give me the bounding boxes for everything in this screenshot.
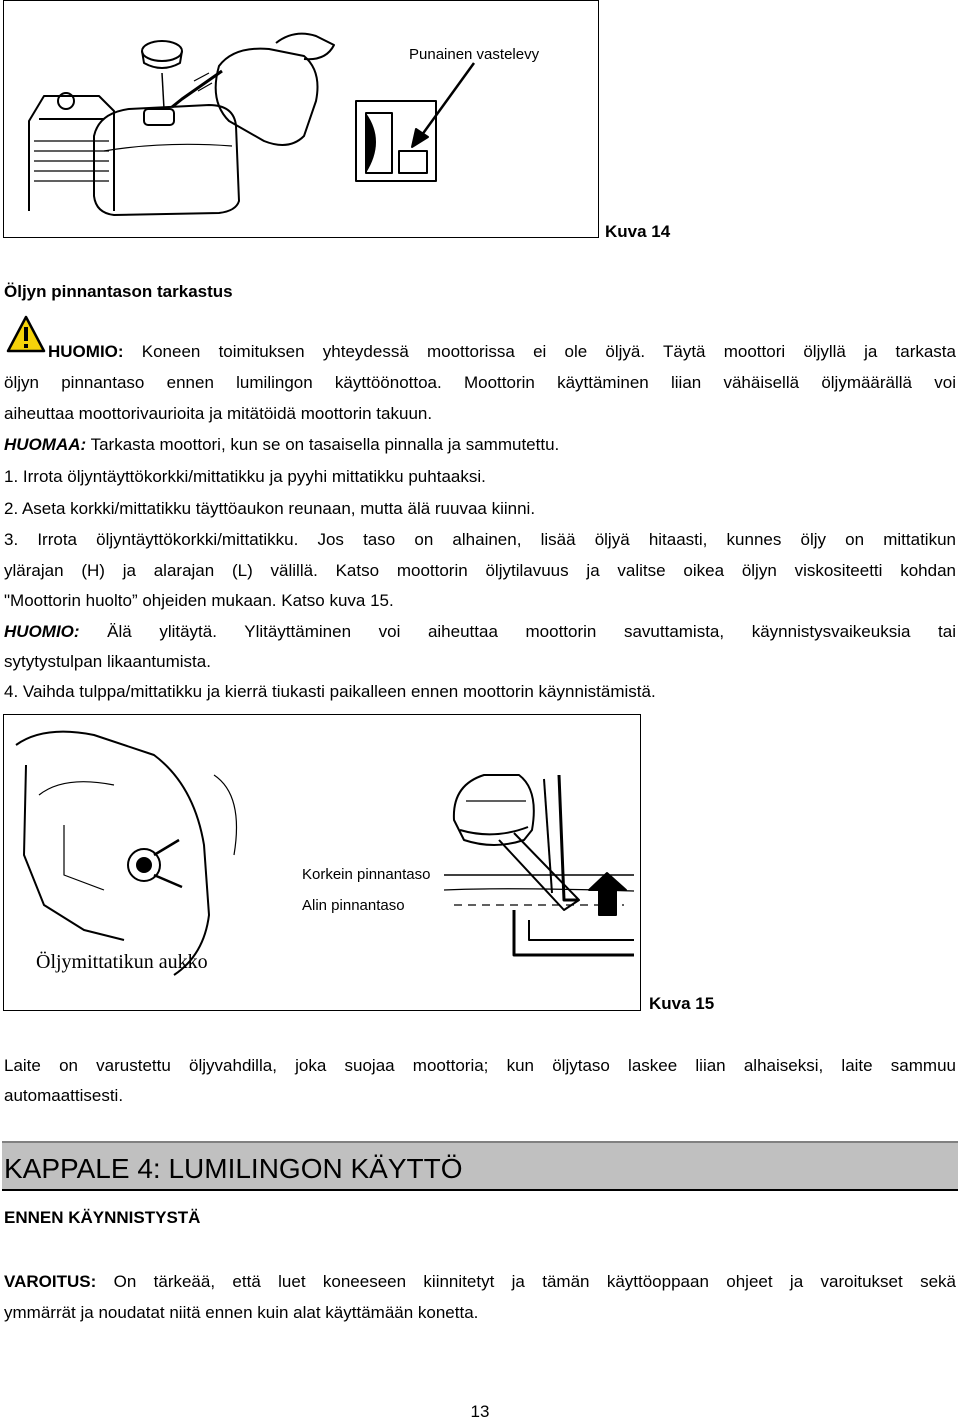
chapter-title: KAPPALE 4: LUMILINGON KÄYTTÖ [4, 1153, 463, 1184]
notice-label: HUOMIO: [48, 342, 124, 361]
figure-15-caption: Kuva 15 [649, 994, 715, 1013]
warning-label: VAROITUS: [4, 1272, 97, 1291]
step-4: 4. Vaihda tulppa/mittatikku ja kierrä tiukasti paikalleen ennen moottorin käynnistämistä. [4, 682, 656, 701]
warning-text-1: On tärkeää, että luet koneeseen kiinnitetyt ja tämän käyttöoppaan ohjeet ja varoitukset sekä [113, 1272, 956, 1291]
notice-line-2: öljyn pinnantaso ennen lumilingon käyttöönottoa. Moottorin käyttäminen liian vähäisellä öljymäärällä voi [4, 373, 956, 392]
notice-line-1 [48, 337, 956, 367]
warning-line-1 [4, 1267, 956, 1297]
caution-label: HUOMIO: [4, 622, 80, 641]
figure-14-label: Punainen vastelevy [409, 46, 540, 63]
caution-line-2: sytytystulpan likaantumista. [4, 652, 211, 671]
notice-line-3: aiheuttaa moottorivaurioita ja mitätöidä moottorin takuun. [4, 404, 433, 423]
step-3-line-1: 3. Irrota öljyntäyttökorkki/mittatikku. Jos taso on alhainen, lisää öljyä hitaasti, kunnes öljy on mittatikun [4, 530, 956, 549]
high-level-label: Korkein pinnantaso [302, 866, 431, 883]
notice-text-1: Koneen toimituksen yhteydessä moottorissa ei ole öljyä. Täytä moottori öljyllä ja tarkasta [141, 342, 956, 361]
oil-filling-drawing [4, 1, 599, 238]
figure-14-caption: Kuva 14 [605, 222, 671, 241]
low-level-label: Alin pinnantaso [302, 897, 405, 914]
figure-14-illustration [3, 0, 599, 238]
dipstick-hole-label: Öljymittatikun aukko [36, 951, 208, 973]
note-label: HUOMAA: [4, 435, 87, 454]
note-text: Tarkasta moottori, kun se on tasaisella pinnalla ja sammutettu. [90, 435, 560, 454]
oil-guard-line-1: Laite on varustettu öljyvahdilla, joka suojaa moottoria; kun öljytaso laskee liian alhaiseksi, laite sammuu [4, 1056, 956, 1075]
caution-line-1 [4, 617, 956, 647]
page-number: 13 [470, 1402, 490, 1421]
section-title: Öljyn pinnantason tarkastus [4, 282, 233, 301]
step-3-line-3: "Moottorin huolto” ohjeiden mukaan. Katso kuva 15. [4, 591, 394, 610]
step-3-line-2: ylärajan (H) ja alarajan (L) välillä. Katso moottorin öljytilavuus ja valitse oikea öljyn viskositeetti kohdan [4, 561, 956, 580]
step-1: 1. Irrota öljyntäyttökorkki/mittatikku ja pyyhi mittatikku puhtaaksi. [4, 467, 486, 486]
caution-text-1: Älä ylitäytä. Ylitäyttäminen voi aiheuttaa moottorin savuttamista, käynnistysvaikeuksia tai [107, 622, 956, 641]
chapter-subtitle: ENNEN KÄYNNISTYSTÄ [4, 1208, 201, 1227]
warning-triangle-icon [6, 315, 46, 353]
warning-line-2: ymmärrät ja noudatat niitä ennen kuin alat käyttämään konetta. [4, 1303, 479, 1322]
step-2: 2. Aseta korkki/mittatikku täyttöaukon reunaan, mutta älä ruuvaa kiinni. [4, 499, 536, 518]
note-line [4, 430, 956, 460]
oil-guard-line-2: automaattisesti. [4, 1086, 124, 1105]
